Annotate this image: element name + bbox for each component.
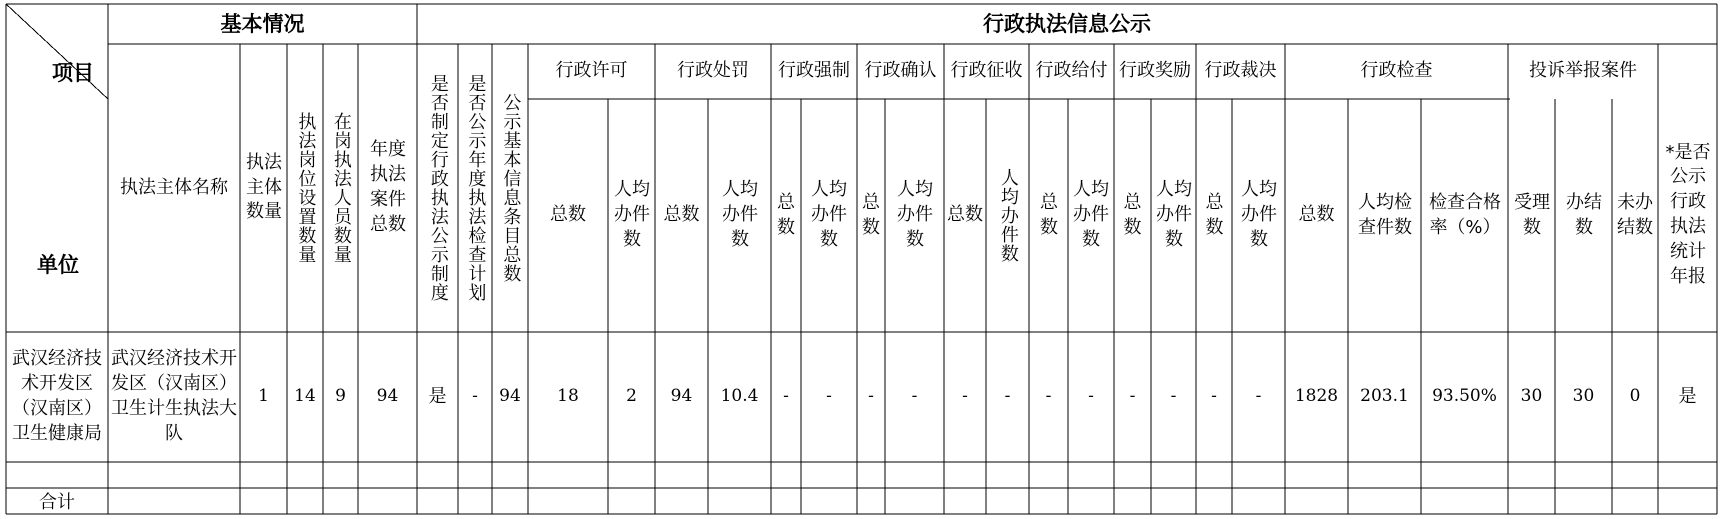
group-basic-info: 基本情况 (220, 11, 305, 36)
cat-license: 行政许可 (555, 60, 628, 82)
cell-entity-count: 1 (258, 386, 269, 407)
col-staff-count: 在岗执法人员数量 (330, 112, 352, 264)
col-annual-report: *是否公示行政执法统计年报 (1665, 141, 1711, 287)
cell-annual-report: 是 (1678, 385, 1697, 407)
cell-accepted: 30 (1520, 386, 1543, 407)
sub-accepted: 受理数 (1514, 191, 1550, 238)
cat-reward: 行政奖励 (1119, 60, 1191, 82)
cell-reward-total: - (1129, 386, 1136, 407)
cell-closed: 30 (1572, 386, 1595, 407)
sub-pass-rate: 检查合格率（%） (1429, 191, 1501, 238)
sub-penalty-total: 总数 (663, 204, 700, 226)
col-has-system: 是否制定行政执法公示制度 (427, 74, 449, 302)
cell-annual-cases: 94 (376, 386, 399, 407)
sub-reward-total: 总数 (1123, 191, 1142, 238)
col-annual-cases: 年度执法案件总数 (370, 139, 406, 235)
cell-coercion-total: - (783, 386, 789, 407)
sub-coercion-total: 总数 (777, 191, 795, 238)
sub-levy-avg: 人均办件数 (997, 168, 1019, 263)
cell-inspection-total: 1828 (1294, 386, 1339, 407)
sub-penalty-avg: 人均办件数 (722, 179, 758, 250)
sub-confirm-total: 总数 (862, 191, 880, 238)
col-entity-count: 执法主体数量 (246, 151, 282, 223)
sub-reward-avg: 人均办件数 (1156, 179, 1192, 250)
col-post-count: 执法岗位设置数量 (295, 112, 317, 264)
cell-basic-items: 94 (499, 386, 521, 407)
header-unit: 单位 (37, 252, 79, 277)
header-item: 项目 (52, 60, 94, 85)
cell-penalty-total: 94 (670, 386, 693, 407)
col-has-plan: 是否公示年度执法检查计划 (465, 74, 487, 302)
cat-levy: 行政征收 (950, 60, 1023, 82)
group-public-info: 行政执法信息公示 (983, 11, 1151, 36)
sub-closed: 办结数 (1566, 191, 1602, 238)
col-basic-items: 公示基本信息条目总数 (500, 93, 522, 283)
cell-confirm-avg: - (911, 386, 918, 407)
sub-unclosed: 未办结数 (1617, 191, 1653, 238)
cat-payment: 行政给付 (1035, 60, 1108, 82)
cell-coercion-avg: - (826, 386, 832, 407)
cell-has-system: 是 (428, 385, 447, 407)
cell-payment-total: - (1045, 386, 1052, 407)
cell-levy-avg: - (1004, 386, 1011, 407)
cell-ruling-total: - (1211, 386, 1217, 407)
sub-license-avg: 人均办件数 (614, 179, 650, 250)
cell-levy-total: - (962, 386, 968, 407)
cat-confirm: 行政确认 (864, 60, 937, 82)
sub-confirm-avg: 人均办件数 (897, 179, 933, 250)
cell-payment-avg: - (1088, 386, 1094, 407)
cell-staff-count: 9 (335, 386, 346, 407)
sub-levy-total: 总数 (947, 204, 983, 226)
cell-pass-rate: 93.50% (1432, 386, 1497, 407)
row-unit: 武汉经济技术开发区（汉南区）卫生健康局 (12, 348, 102, 444)
cat-coercion: 行政强制 (778, 60, 850, 82)
cat-inspection: 行政检查 (1360, 60, 1433, 82)
cat-complaints: 投诉举报案件 (1529, 60, 1637, 82)
sub-payment-total: 总数 (1040, 191, 1058, 238)
cell-license-total: 18 (557, 386, 579, 407)
cell-unclosed: 0 (1629, 386, 1641, 407)
cell-inspection-avg: 203.1 (1360, 386, 1409, 407)
cell-penalty-avg: 10.4 (720, 386, 759, 407)
sub-payment-avg: 人均办件数 (1073, 179, 1109, 250)
cell-ruling-avg: - (1255, 386, 1262, 407)
cell-license-avg: 2 (626, 386, 637, 407)
cell-reward-avg: - (1170, 386, 1177, 407)
cat-penalty: 行政处罚 (677, 60, 749, 82)
sub-inspection-avg: 人均检查件数 (1358, 191, 1412, 238)
col-entity-name: 执法主体名称 (120, 176, 228, 198)
sub-license-total: 总数 (550, 204, 586, 226)
row-total-label: 合计 (39, 491, 75, 513)
row-entity: 武汉经济技术开发区（汉南区）卫生计生执法大队 (111, 348, 237, 444)
cell-confirm-total: - (868, 386, 874, 407)
sub-ruling-total: 总数 (1205, 191, 1224, 238)
cell-has-plan: - (472, 386, 478, 407)
cat-ruling: 行政裁决 (1204, 60, 1277, 82)
cell-post-count: 14 (294, 386, 316, 407)
sub-inspection-total: 总数 (1298, 204, 1335, 226)
sub-coercion-avg: 人均办件数 (811, 179, 847, 250)
sub-ruling-avg: 人均办件数 (1241, 179, 1277, 250)
